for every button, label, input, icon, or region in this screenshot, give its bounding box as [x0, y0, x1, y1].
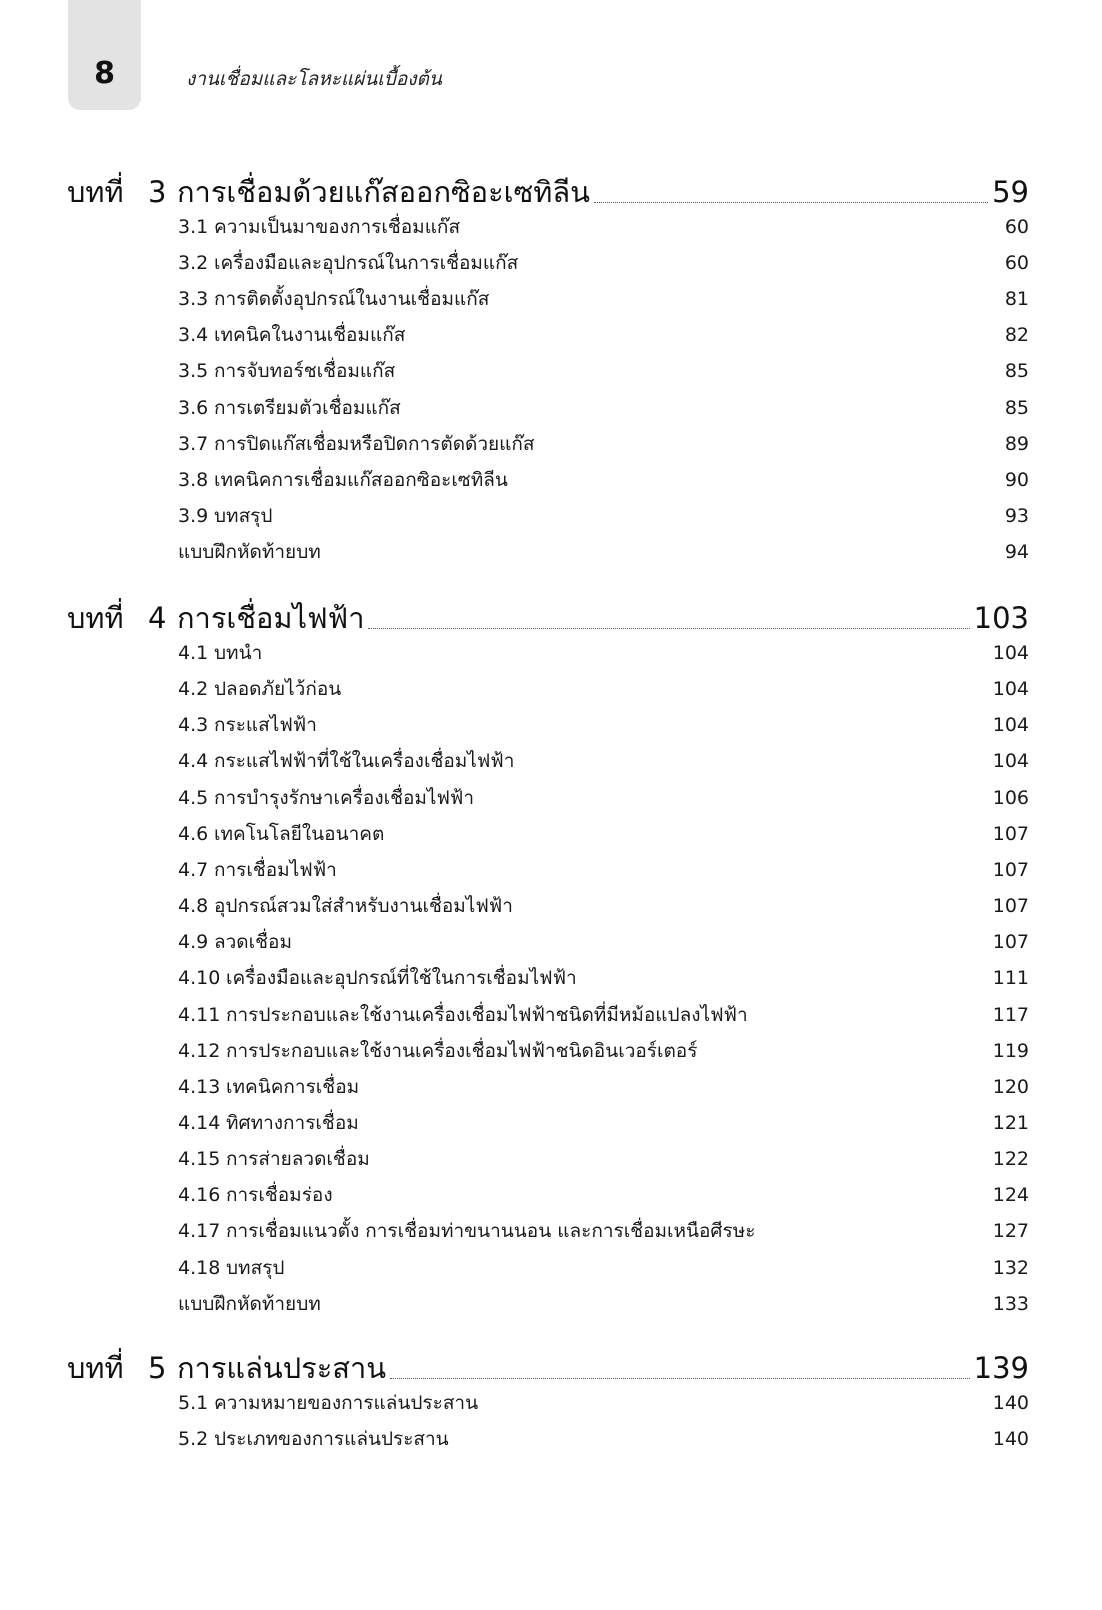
entry-number: 5.1	[178, 1392, 209, 1414]
entry-number: 4.9	[178, 931, 209, 953]
toc-entry[interactable]	[178, 927, 1029, 957]
entry-title: แบบฝึกหัดท้ายบท	[178, 1293, 321, 1315]
entry-title: เทคนิคการเชื่อม	[226, 1076, 360, 1098]
toc-entry[interactable]	[178, 819, 1029, 849]
entry-title: อุปกรณ์สวมใส่สำหรับงานเชื่อมไฟฟ้า	[214, 895, 513, 917]
toc-entry[interactable]	[178, 284, 1029, 314]
entry-number: 4.6	[178, 823, 209, 845]
toc-entry[interactable]	[178, 783, 1029, 813]
entry-page-number: 107	[992, 931, 1029, 953]
toc-entry[interactable]	[178, 746, 1029, 776]
entry-page-number: 104	[992, 714, 1029, 736]
toc-entry[interactable]	[178, 320, 1029, 350]
entry-number: 3.4	[178, 324, 209, 346]
entry-number: 3.7	[178, 433, 209, 455]
entry-title: การติดตั้งอุปกรณ์ในงานเชื่อมแก๊ส	[214, 288, 490, 310]
toc-entry[interactable]	[178, 212, 1029, 242]
entry-page-number: 121	[992, 1112, 1029, 1134]
entry-page-number: 140	[992, 1392, 1029, 1414]
dotted-leader	[594, 202, 988, 203]
entry-page-number: 127	[992, 1220, 1029, 1242]
entry-title: การจับทอร์ชเชื่อมแก๊ส	[214, 360, 396, 382]
toc-entry[interactable]	[178, 1253, 1029, 1283]
entry-page-number: 124	[992, 1184, 1029, 1206]
entry-title: ลวดเชื่อม	[214, 931, 292, 953]
entry-number: 4.1	[178, 642, 209, 664]
chapter-title: การแล่นประสาน	[177, 1351, 387, 1385]
toc-entry[interactable]	[178, 891, 1029, 921]
entry-number: 4.4	[178, 750, 209, 772]
entry-page-number: 132	[992, 1257, 1029, 1279]
entry-number: 4.11	[178, 1004, 221, 1026]
page-number: 8	[94, 56, 115, 91]
chapter-number: 4	[148, 601, 167, 635]
entry-title: กระแสไฟฟ้าที่ใช้ในเครื่องเชื่อมไฟฟ้า	[214, 750, 515, 772]
entry-page-number: 82	[1004, 324, 1029, 346]
chapter-page-number: 59	[992, 175, 1029, 209]
entry-page-number: 85	[1004, 397, 1029, 419]
running-header: งานเชื่อมและโลหะแผ่นเบื้องต้น	[186, 68, 442, 90]
entry-page-number: 104	[992, 750, 1029, 772]
entry-title: เทคนิคการเชื่อมแก๊สออกซิอะเซทิลีน	[214, 469, 508, 491]
entry-title: ความหมายของการแล่นประสาน	[214, 1392, 479, 1414]
entry-title: เทคนิคในงานเชื่อมแก๊ส	[214, 324, 406, 346]
chapter-label: บทที่	[67, 1351, 124, 1385]
entry-page-number: 117	[992, 1004, 1029, 1026]
toc-entry[interactable]	[178, 501, 1029, 531]
toc-entry[interactable]	[178, 855, 1029, 885]
chapter-number: 5	[148, 1351, 167, 1385]
toc-entry[interactable]	[178, 1144, 1029, 1174]
entry-page-number: 60	[1004, 252, 1029, 274]
entry-title: ความเป็นมาของการเชื่อมแก๊ส	[214, 216, 461, 238]
chapter-label: บทที่	[67, 601, 124, 635]
entry-title: การประกอบและใช้งานเครื่องเชื่อมไฟฟ้าชนิดอินเวอร์เตอร์	[226, 1040, 698, 1062]
entry-title: แบบฝึกหัดท้ายบท	[178, 541, 321, 563]
chapter-heading[interactable]	[67, 1348, 1029, 1392]
toc-entry[interactable]	[178, 1036, 1029, 1066]
entry-title: การเชื่อมแนวตั้ง การเชื่อมท่าขนานนอน และการเชื่อมเหนือศีรษะ	[226, 1220, 756, 1242]
entry-title: เทคโนโลยีในอนาคต	[214, 823, 385, 845]
entry-title: บทสรุป	[226, 1257, 285, 1279]
toc-entry[interactable]	[178, 1388, 1029, 1418]
chapter-heading[interactable]	[67, 172, 1029, 216]
entry-page-number: 60	[1004, 216, 1029, 238]
entry-number: 4.15	[178, 1148, 221, 1170]
chapter-page-number: 103	[973, 601, 1029, 635]
dotted-leader	[368, 628, 969, 629]
toc-entry[interactable]	[178, 963, 1029, 993]
entry-page-number: 111	[992, 967, 1029, 989]
entry-page-number: 122	[992, 1148, 1029, 1170]
entry-title: กระแสไฟฟ้า	[214, 714, 317, 736]
toc-entry[interactable]	[178, 393, 1029, 423]
entry-number: 4.14	[178, 1112, 221, 1134]
entry-page-number: 90	[1004, 469, 1029, 491]
chapter-number: 3	[148, 175, 167, 209]
chapter-title: การเชื่อมไฟฟ้า	[177, 601, 365, 635]
toc-entry[interactable]	[178, 1216, 1029, 1246]
toc-entry[interactable]	[178, 710, 1029, 740]
chapter-heading[interactable]	[67, 598, 1029, 642]
toc-entry[interactable]	[178, 429, 1029, 459]
toc-entry[interactable]	[178, 1180, 1029, 1210]
entry-page-number: 106	[992, 787, 1029, 809]
entry-page-number: 140	[992, 1428, 1029, 1450]
entry-title: การบำรุงรักษาเครื่องเชื่อมไฟฟ้า	[214, 787, 475, 809]
toc-entry[interactable]	[178, 465, 1029, 495]
toc-entry[interactable]	[178, 356, 1029, 386]
toc-entry[interactable]	[178, 1108, 1029, 1138]
toc-entry[interactable]	[178, 1072, 1029, 1102]
toc-entry[interactable]	[178, 1000, 1029, 1030]
entry-number: 5.2	[178, 1428, 209, 1450]
entry-number: 3.2	[178, 252, 209, 274]
entry-number: 4.7	[178, 859, 209, 881]
entry-page-number: 93	[1004, 505, 1029, 527]
entry-number: 3.1	[178, 216, 209, 238]
entry-title: การปิดแก๊สเชื่อมหรือปิดการตัดด้วยแก๊ส	[214, 433, 535, 455]
entry-number: 3.6	[178, 397, 209, 419]
entry-number: 4.12	[178, 1040, 221, 1062]
entry-number: 3.5	[178, 360, 209, 382]
entry-number: 4.16	[178, 1184, 221, 1206]
toc-entry[interactable]	[178, 248, 1029, 278]
entry-number: 3.3	[178, 288, 209, 310]
chapter-page-number: 139	[973, 1351, 1029, 1385]
entry-title: การประกอบและใช้งานเครื่องเชื่อมไฟฟ้าชนิดที่มีหม้อแปลงไฟฟ้า	[226, 1004, 748, 1026]
entry-title: เครื่องมือและอุปกรณ์ในการเชื่อมแก๊ส	[214, 252, 519, 274]
toc-entry[interactable]	[178, 1289, 1029, 1319]
entry-title: ทิศทางการเชื่อม	[226, 1112, 359, 1134]
entry-page-number: 104	[992, 678, 1029, 700]
entry-page-number: 107	[992, 859, 1029, 881]
entry-number: 4.10	[178, 967, 221, 989]
entry-page-number: 119	[992, 1040, 1029, 1062]
entry-title: การส่ายลวดเชื่อม	[226, 1148, 370, 1170]
toc-entry[interactable]	[178, 674, 1029, 704]
entry-title: ปลอดภัยไว้ก่อน	[214, 678, 342, 700]
entry-page-number: 81	[1004, 288, 1029, 310]
chapter-title: การเชื่อมด้วยแก๊สออกซิอะเซทิลีน	[177, 175, 590, 209]
entry-title: บทสรุป	[214, 505, 273, 527]
entry-number: 4.13	[178, 1076, 221, 1098]
entry-number: 4.3	[178, 714, 209, 736]
entry-number: 4.17	[178, 1220, 221, 1242]
entry-page-number: 120	[992, 1076, 1029, 1098]
toc-entry[interactable]	[178, 638, 1029, 668]
entry-number: 4.18	[178, 1257, 221, 1279]
entry-page-number: 104	[992, 642, 1029, 664]
entry-number: 4.8	[178, 895, 209, 917]
toc-entry[interactable]	[178, 537, 1029, 567]
entry-title: ประเภทของการแล่นประสาน	[214, 1428, 449, 1450]
toc-entry[interactable]	[178, 1424, 1029, 1454]
entry-title: การเตรียมตัวเชื่อมแก๊ส	[214, 397, 401, 419]
dotted-leader	[390, 1378, 970, 1379]
entry-number: 4.5	[178, 787, 209, 809]
entry-number: 3.9	[178, 505, 209, 527]
chapter-label: บทที่	[67, 175, 124, 209]
entry-page-number: 107	[992, 823, 1029, 845]
entry-title: การเชื่อมไฟฟ้า	[214, 859, 337, 881]
entry-page-number: 89	[1004, 433, 1029, 455]
entry-title: เครื่องมือและอุปกรณ์ที่ใช้ในการเชื่อมไฟฟ้า	[226, 967, 577, 989]
entry-page-number: 133	[992, 1293, 1029, 1315]
entry-title: การเชื่อมร่อง	[226, 1184, 333, 1206]
entry-page-number: 85	[1004, 360, 1029, 382]
entry-page-number: 107	[992, 895, 1029, 917]
entry-number: 4.2	[178, 678, 209, 700]
entry-page-number: 94	[1004, 541, 1029, 563]
entry-number: 3.8	[178, 469, 209, 491]
entry-title: บทนำ	[214, 642, 263, 664]
